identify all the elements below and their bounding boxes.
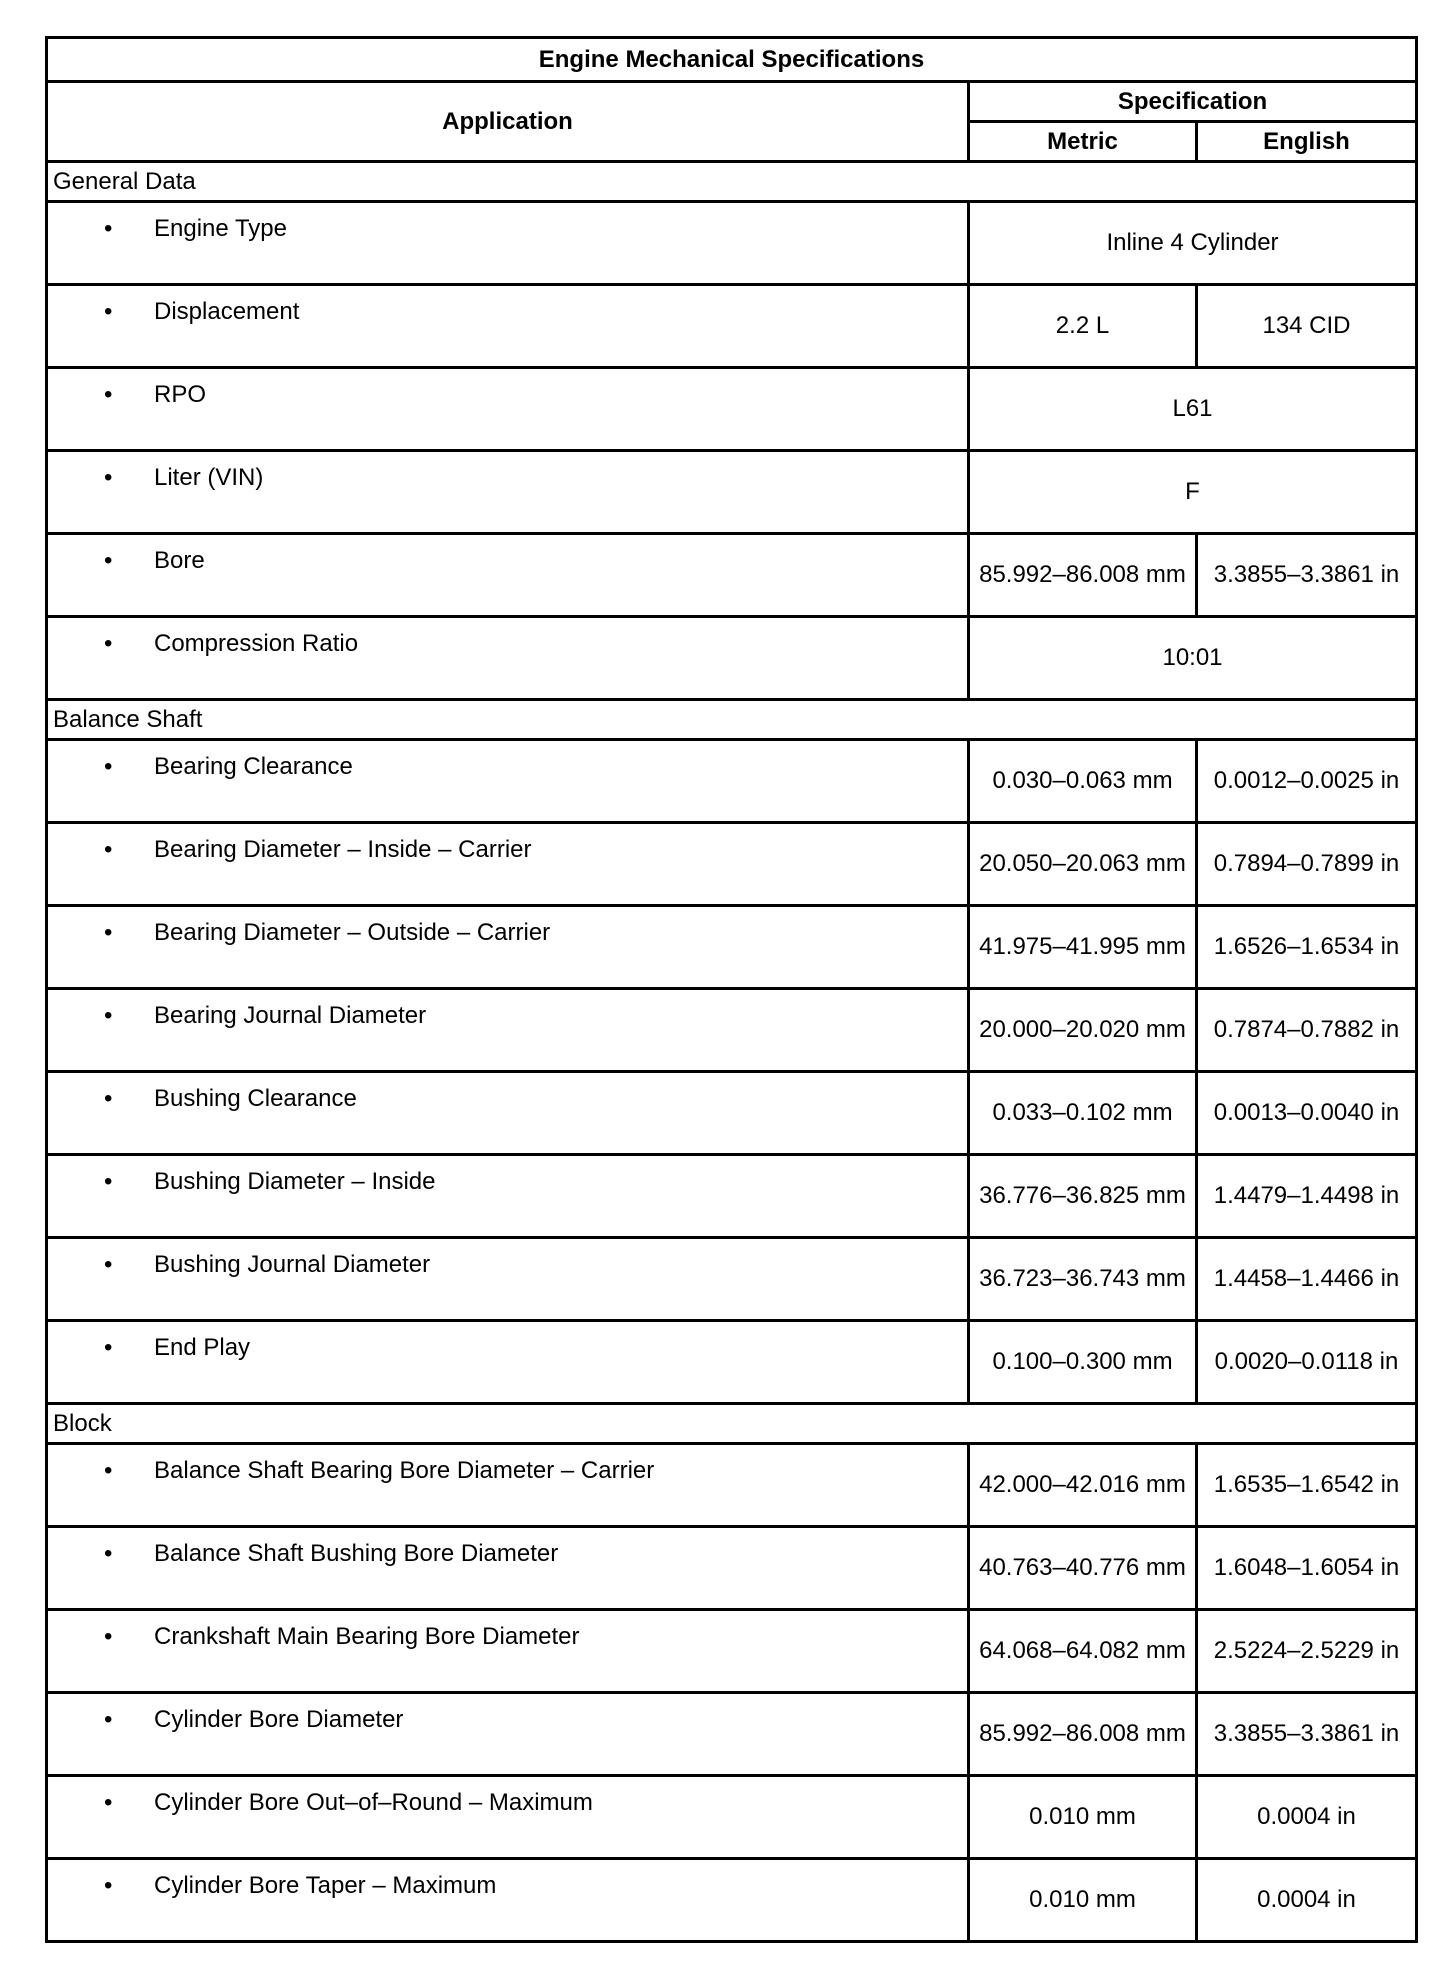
row-label: Bushing Journal Diameter	[154, 1251, 431, 1278]
application-cell	[47, 823, 969, 906]
bullet-icon: •	[104, 1789, 113, 1816]
section-title: General Data	[47, 162, 1417, 202]
row-label: Cylinder Bore Diameter	[154, 1706, 404, 1733]
metric-value-cell: 41.975–41.995 mm	[969, 906, 1197, 989]
english-value-cell: 0.0020–0.0118 in	[1197, 1321, 1417, 1404]
metric-value-cell: 20.050–20.063 mm	[969, 823, 1197, 906]
metric-value-cell: 0.100–0.300 mm	[969, 1321, 1197, 1404]
table-row	[47, 1693, 1417, 1776]
table-row	[47, 1527, 1417, 1610]
english-value-cell: 1.6526–1.6534 in	[1197, 906, 1417, 989]
metric-value-cell: 85.992–86.008 mm	[969, 534, 1197, 617]
bullet-icon: •	[104, 1623, 113, 1650]
row-label: Balance Shaft Bushing Bore Diameter	[154, 1540, 559, 1567]
metric-value-cell: 0.030–0.063 mm	[969, 740, 1197, 823]
metric-value-cell: 40.763–40.776 mm	[969, 1527, 1197, 1610]
bullet-icon: •	[104, 919, 113, 946]
metric-value-cell: 20.000–20.020 mm	[969, 989, 1197, 1072]
table-row	[47, 906, 1417, 989]
metric-value-cell: 2.2 L	[969, 285, 1197, 368]
application-cell	[47, 534, 969, 617]
bullet-icon: •	[104, 215, 113, 242]
metric-header: Metric	[969, 122, 1197, 162]
bullet-icon: •	[104, 630, 113, 657]
row-label: Bearing Diameter – Inside – Carrier	[154, 836, 532, 863]
application-header: Application	[47, 82, 969, 162]
metric-value-cell: 36.723–36.743 mm	[969, 1238, 1197, 1321]
table-row	[47, 1444, 1417, 1527]
application-cell	[47, 989, 969, 1072]
table-row	[47, 1859, 1417, 1942]
table-row	[47, 1776, 1417, 1859]
row-label: Bearing Clearance	[154, 753, 353, 780]
english-value-cell: 3.3855–3.3861 in	[1197, 1693, 1417, 1776]
application-cell	[47, 202, 969, 285]
row-label: Engine Type	[154, 215, 287, 242]
bullet-icon: •	[104, 1872, 113, 1899]
application-cell	[47, 1693, 969, 1776]
bullet-icon: •	[104, 1706, 113, 1733]
application-cell	[47, 451, 969, 534]
english-value-cell: 0.0012–0.0025 in	[1197, 740, 1417, 823]
table-row	[47, 285, 1417, 368]
spec-value-cell: Inline 4 Cylinder	[969, 202, 1417, 285]
application-cell	[47, 1776, 969, 1859]
row-label: RPO	[154, 381, 207, 408]
specification-header: Specification	[969, 82, 1417, 122]
english-value-cell: 0.0004 in	[1197, 1859, 1417, 1942]
section-row	[47, 162, 1417, 202]
english-value-cell: 2.5224–2.5229 in	[1197, 1610, 1417, 1693]
english-value-cell: 134 CID	[1197, 285, 1417, 368]
section-row	[47, 700, 1417, 740]
english-value-cell: 0.7874–0.7882 in	[1197, 989, 1417, 1072]
application-cell	[47, 1072, 969, 1155]
row-label: End Play	[154, 1334, 251, 1361]
table-row	[47, 823, 1417, 906]
english-value-cell: 3.3855–3.3861 in	[1197, 534, 1417, 617]
application-cell	[47, 1321, 969, 1404]
application-cell	[47, 1859, 969, 1942]
english-value-cell: 0.0013–0.0040 in	[1197, 1072, 1417, 1155]
metric-value-cell: 64.068–64.082 mm	[969, 1610, 1197, 1693]
table-row	[47, 1610, 1417, 1693]
application-cell	[47, 1155, 969, 1238]
table-row	[47, 202, 1417, 285]
spec-value-cell: L61	[969, 368, 1417, 451]
row-label: Bore	[154, 547, 205, 574]
row-label: Bearing Journal Diameter	[154, 1002, 427, 1029]
application-cell	[47, 1238, 969, 1321]
section-row	[47, 1404, 1417, 1444]
english-value-cell: 1.4479–1.4498 in	[1197, 1155, 1417, 1238]
spec-value-cell: F	[969, 451, 1417, 534]
english-value-cell: 0.0004 in	[1197, 1776, 1417, 1859]
spec-value-cell: 10:01	[969, 617, 1417, 700]
metric-value-cell: 36.776–36.825 mm	[969, 1155, 1197, 1238]
english-value-cell: 1.4458–1.4466 in	[1197, 1238, 1417, 1321]
row-label: Bearing Diameter – Outside – Carrier	[154, 919, 551, 946]
english-value-cell: 1.6048–1.6054 in	[1197, 1527, 1417, 1610]
application-cell	[47, 285, 969, 368]
metric-value-cell: 0.033–0.102 mm	[969, 1072, 1197, 1155]
english-header: English	[1197, 122, 1417, 162]
bullet-icon: •	[104, 381, 113, 408]
row-label: Crankshaft Main Bearing Bore Diameter	[154, 1623, 580, 1650]
table-row	[47, 1072, 1417, 1155]
metric-value-cell: 0.010 mm	[969, 1776, 1197, 1859]
bullet-icon: •	[104, 547, 113, 574]
application-cell	[47, 368, 969, 451]
table-row	[47, 451, 1417, 534]
row-label: Bushing Diameter – Inside	[154, 1168, 436, 1195]
row-label: Liter (VIN)	[154, 464, 264, 491]
row-label: Cylinder Bore Out–of–Round – Maximum	[154, 1789, 593, 1816]
metric-value-cell: 42.000–42.016 mm	[969, 1444, 1197, 1527]
bullet-icon: •	[104, 1085, 113, 1112]
bullet-icon: •	[104, 464, 113, 491]
table-row	[47, 1238, 1417, 1321]
bullet-icon: •	[104, 836, 113, 863]
spec-body	[47, 162, 1417, 1942]
application-cell	[47, 1527, 969, 1610]
row-label: Compression Ratio	[154, 630, 359, 657]
table-title: Engine Mechanical Specifications	[47, 38, 1417, 82]
row-label: Bushing Clearance	[154, 1085, 357, 1112]
row-label: Balance Shaft Bearing Bore Diameter – Carrier	[154, 1457, 655, 1484]
application-cell	[47, 906, 969, 989]
english-value-cell: 1.6535–1.6542 in	[1197, 1444, 1417, 1527]
application-cell	[47, 1610, 969, 1693]
english-value-cell: 0.7894–0.7899 in	[1197, 823, 1417, 906]
bullet-icon: •	[104, 1251, 113, 1278]
table-row	[47, 1155, 1417, 1238]
bullet-icon: •	[104, 1457, 113, 1484]
bullet-icon: •	[104, 1002, 113, 1029]
table-row	[47, 368, 1417, 451]
section-title: Balance Shaft	[47, 700, 1417, 740]
application-cell	[47, 740, 969, 823]
bullet-icon: •	[104, 1168, 113, 1195]
table-row	[47, 989, 1417, 1072]
engine-spec-table	[45, 36, 1418, 1943]
bullet-icon: •	[104, 298, 113, 325]
application-cell	[47, 617, 969, 700]
bullet-icon: •	[104, 753, 113, 780]
bullet-icon: •	[104, 1540, 113, 1567]
bullet-icon: •	[104, 1334, 113, 1361]
metric-value-cell: 0.010 mm	[969, 1859, 1197, 1942]
application-cell	[47, 1444, 969, 1527]
table-row	[47, 740, 1417, 823]
metric-value-cell: 85.992–86.008 mm	[969, 1693, 1197, 1776]
table-row	[47, 617, 1417, 700]
row-label: Cylinder Bore Taper – Maximum	[154, 1872, 497, 1899]
section-title: Block	[47, 1404, 1417, 1444]
table-row	[47, 1321, 1417, 1404]
table-row	[47, 534, 1417, 617]
row-label: Displacement	[154, 298, 300, 325]
